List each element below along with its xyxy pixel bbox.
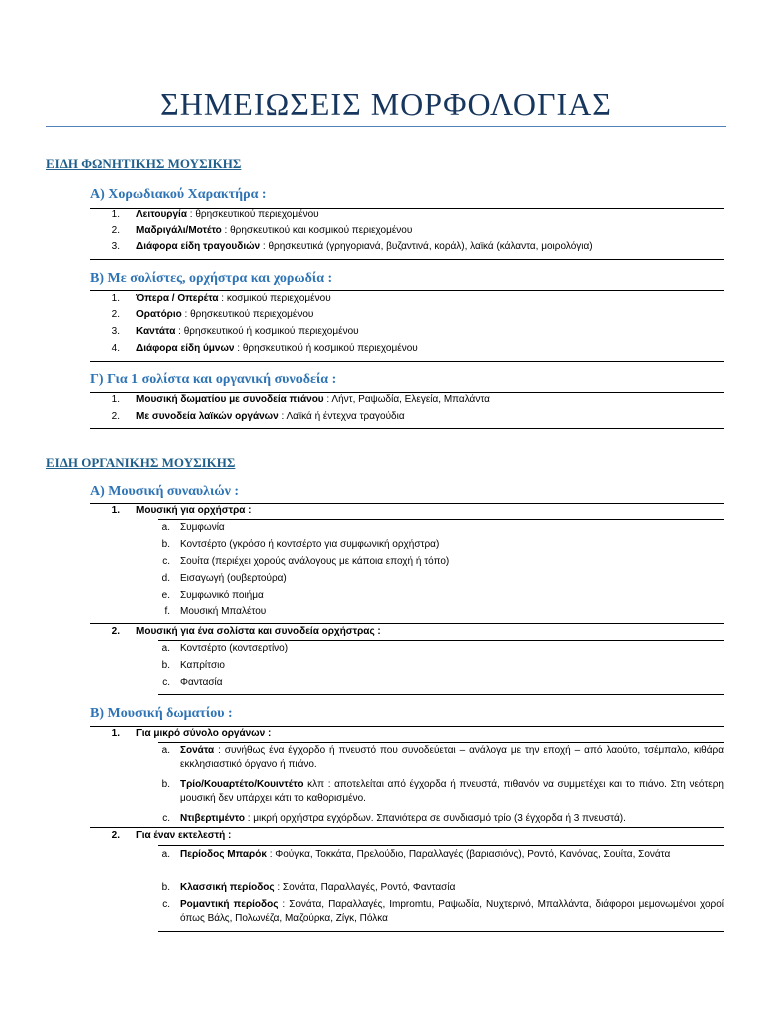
divider [90, 259, 724, 260]
divider [158, 931, 724, 932]
item-number: 3. [111, 241, 120, 252]
item-term: Καντάτα [136, 326, 176, 337]
item-letter: a. [161, 643, 170, 654]
item-term: Με συνοδεία λαϊκών οργάνων [136, 411, 279, 422]
item-letter: f. [164, 606, 170, 617]
divider [158, 640, 724, 641]
divider [90, 623, 724, 624]
item-description: : συνήθως ένα έγχορδο ή πνευστό που συνοδεύεται – ανάλογα με την εποχή – από λαούτο, τσέμπαλο, κιθάρα εκκλησιαστικό όργανο ή πιάνο. [180, 745, 724, 770]
title-divider [46, 126, 726, 127]
item-letter: b. [161, 882, 170, 893]
item-description: : θρησκευτικού περιεχομένου [181, 309, 314, 320]
item-description: : κοσμικού περιεχομένου [218, 293, 331, 304]
item-description: : θρησκευτικά (γρηγοριανά, βυζαντινά, κοράλ), λαϊκά (κάλαντα, μοιρολόγια) [260, 241, 593, 252]
item-term: Μαδριγάλι/Μοτέτο [136, 225, 222, 236]
item-number: 1. [111, 209, 120, 220]
item-letter: b. [161, 539, 170, 550]
page-title: ΣΗΜΕΙΩΣΕΙΣ ΜΟΡΦΟΛΟΓΙΑΣ [160, 86, 612, 122]
item-term: Ντιβερτιμέντο [180, 813, 245, 824]
item-letter: a. [161, 745, 170, 756]
item-description: : Λήντ, Ραψωδία, Ελεγεία, Μπαλάντα [323, 394, 490, 405]
item-term: Ορατόριο [136, 309, 182, 320]
item-term: Κλασσική περίοδος [180, 882, 275, 893]
item-letter: c. [162, 556, 170, 567]
item-letter: a. [161, 522, 170, 533]
item-description: : Λαϊκά ή έντεχνα τραγούδια [278, 411, 405, 422]
subheading-concert-music: Α) Μουσική συναυλιών : [90, 484, 240, 499]
group-label: Για έναν εκτελεστή : [136, 830, 232, 841]
item-number: 3. [111, 326, 120, 337]
group-label: Μουσική για ένα σολίστα και συνοδεία ορχήστρας : [136, 626, 381, 637]
divider [158, 845, 724, 846]
item-description: : Φούγκα, Τοκκάτα, Πρελούδιο, Παραλλαγές (βαριασιόνς), Ροντό, Κανόνας, Σουίτα, Σονάτα [266, 849, 671, 860]
subheading-solo-accompaniment: Γ) Για 1 σολίστα και οργανική συνοδεία : [90, 372, 337, 387]
item-letter: d. [161, 573, 170, 584]
item-number: 4. [111, 343, 120, 354]
item-description: : μικρή ορχήστρα εγχόρδων. Σπανιότερα σε συνδιασμό τρίο (3 έγχορδα ή 3 πνευστά). [244, 813, 626, 824]
section-heading-instrumental: ΕΙΔΗ ΟΡΓΑΝΙΚΗΣ ΜΟΥΣΙΚΗΣ [46, 455, 236, 470]
item-number: 2. [111, 411, 120, 422]
item-term: Περίοδος Μπαρόκ [180, 849, 267, 860]
item-letter: c. [162, 813, 170, 824]
item-text: Φαντασία [180, 677, 223, 688]
divider [90, 827, 724, 828]
item-text: Συμφωνία [180, 522, 225, 533]
item-term: Όπερα / Οπερέτα [136, 293, 219, 304]
item-letter: a. [161, 849, 170, 860]
group-label: Για μικρό σύνολο οργάνων : [136, 728, 272, 739]
group-number: 1. [111, 728, 120, 739]
item-description: : Σονάτα, Παραλλαγές, Impromtu, Ραψωδία, Νυχτερινό, Μπαλλάντα, διάφοροι μεμονωμένοι χοροί όπως Βάλς, Πολωνέζα, Μαζούρκα, Ζίγκ, Πόλκα [180, 899, 724, 924]
divider [90, 428, 724, 429]
item-term: Ρομαντική περίοδος [180, 899, 279, 910]
group-number: 2. [111, 626, 120, 637]
item-text: Καπρίτσιο [180, 660, 225, 671]
item-text: Συμφωνικό ποιήμα [180, 590, 264, 601]
divider [90, 361, 724, 362]
item-letter: b. [161, 660, 170, 671]
item-description: : Σονάτα, Παραλλαγές, Ροντό, Φαντασία [274, 882, 456, 893]
item-term: Σονάτα [180, 745, 215, 756]
item-letter: c. [162, 677, 170, 688]
item-description: : θρησκευτικού ή κοσμικού περιεχομένου [175, 326, 359, 337]
divider [90, 290, 724, 291]
item-term: Διάφορα είδη ύμνων [136, 343, 235, 354]
divider [158, 519, 724, 520]
item-number: 2. [111, 309, 120, 320]
item-description: : θρησκευτικού ή κοσμικού περιεχομένου [234, 343, 418, 354]
item-term: Διάφορα είδη τραγουδιών [136, 241, 261, 252]
item-term: Λειτουργία [136, 209, 187, 220]
group-number: 2. [111, 830, 120, 841]
item-number: 1. [111, 293, 120, 304]
divider [158, 742, 724, 743]
item-description: κλπ : αποτελείται από έγχορδα ή πνευστά, πιθανόν να συμμετέχει και το πιάνο. Στη νεότερη μουσική δεν υπάρχει κάτι το καθορισμένο. [180, 779, 724, 804]
item-letter: e. [161, 590, 170, 601]
item-text: Μουσική Μπαλέτου [180, 606, 267, 617]
item-description: : θρησκευτικού και κοσμικού περιεχομένου [221, 225, 413, 236]
item-letter: b. [161, 779, 170, 790]
item-term: Τρίο/Κουαρτέτο/Κουιντέτο [180, 779, 304, 790]
subheading-soloists-orchestra-choir: Β) Με σολίστες, ορχήστρα και χορωδία : [90, 271, 333, 286]
subheading-choral: Α) Χορωδιακού Χαρακτήρα : [90, 187, 267, 202]
item-text: Κοντσέρτο (κοντσερτίνο) [180, 643, 289, 654]
group-label: Μουσική για ορχήστρα : [136, 505, 252, 516]
item-number: 1. [111, 394, 120, 405]
item-text: Εισαγωγή (ουβερτούρα) [180, 573, 287, 584]
item-number: 2. [111, 225, 120, 236]
item-letter: c. [162, 899, 170, 910]
subheading-chamber-music: Β) Μουσική δωματίου : [90, 706, 233, 721]
divider [158, 694, 724, 695]
item-text: Σουίτα (περιέχει χορούς ανάλογους με κάποια εποχή ή τόπο) [180, 556, 450, 567]
item-text: Κοντσέρτο (γκρόσο ή κοντσέρτο για συμφωνική ορχήστρα) [180, 539, 440, 550]
item-description: : θρησκευτικού περιεχομένου [186, 209, 319, 220]
section-heading-vocal: ΕΙΔΗ ΦΩΝΗΤΙΚΗΣ ΜΟΥΣΙΚΗΣ [46, 156, 242, 171]
group-number: 1. [111, 505, 120, 516]
item-term: Μουσική δωματίου με συνοδεία πιάνου [136, 394, 324, 405]
